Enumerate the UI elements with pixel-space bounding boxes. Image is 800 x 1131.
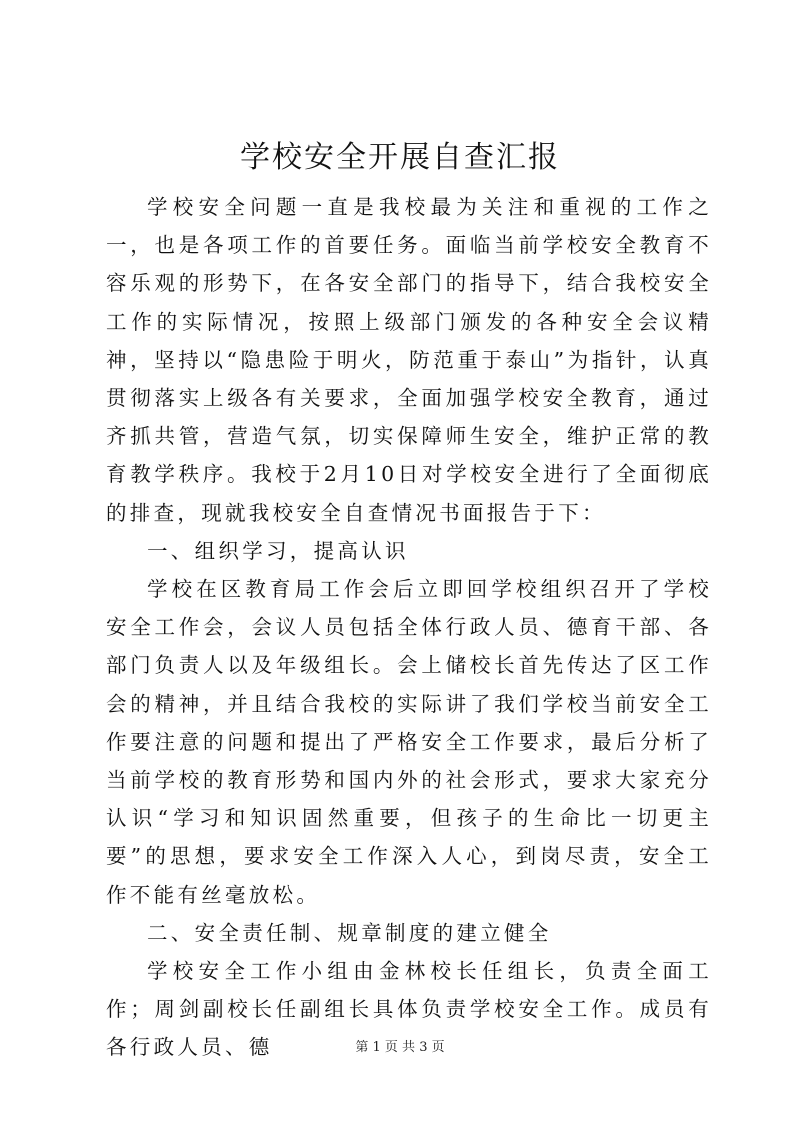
section-heading-2: 二、安全责任制、规章制度的建立健全 <box>147 920 552 945</box>
paragraph-intro: 学校安全问题一直是我校最为关注和重视的工作之一，也是各项工作的首要任务。面临当前学校安全教育不容乐观的形势下，在各安全部门的指导下，结合我校安全工作的实际情况，按照上级部门颁发的各种安全会议精神，坚持以“隐患险于明火，防范重于泰山”为指针，认真贯彻落实上级各有关要求，全面加强学校安全教育，通过齐抓共管，营造气氛，切实保障师生安全，维护正常的教育教学秩序。我校于2月10日对学校安全进行了全面彻底的排查，现就我校安全自查情况书面报告于下： <box>106 195 712 525</box>
paragraph-section-1: 学校在区教育局工作会后立即回学校组织召开了学校安全工作会，会议人员包括全体行政人员、德育干部、各部门负责人以及年级组长。会上储校长首先传达了区工作会的精神，并且结合我校的实际讲了我们学校当前安全工作要注意的问题和提出了严格安全工作要求，最后分析了当前学校的教育形势和国内外的社会形式，要求大家充分认识“学习和知识固然重要，但孩子的生命比一切更主要”的思想，要求安全工作深入人心，到岗尽责，安全工作不能有丝毫放松。 <box>106 577 712 907</box>
section-heading-1: 一、组织学习，提高认识 <box>147 538 409 563</box>
page-number-footer: 第 1 页 共 3 页 <box>355 1040 445 1055</box>
document-title: 学校安全开展自查汇报 <box>240 140 560 175</box>
document-body <box>106 188 712 1067</box>
paragraph-section-2: 学校安全工作小组由金林校长任组长，负责全面工作；周剑副校长任副组长具体负责学校安全工作。成员有各行政人员、德 <box>106 959 712 1060</box>
